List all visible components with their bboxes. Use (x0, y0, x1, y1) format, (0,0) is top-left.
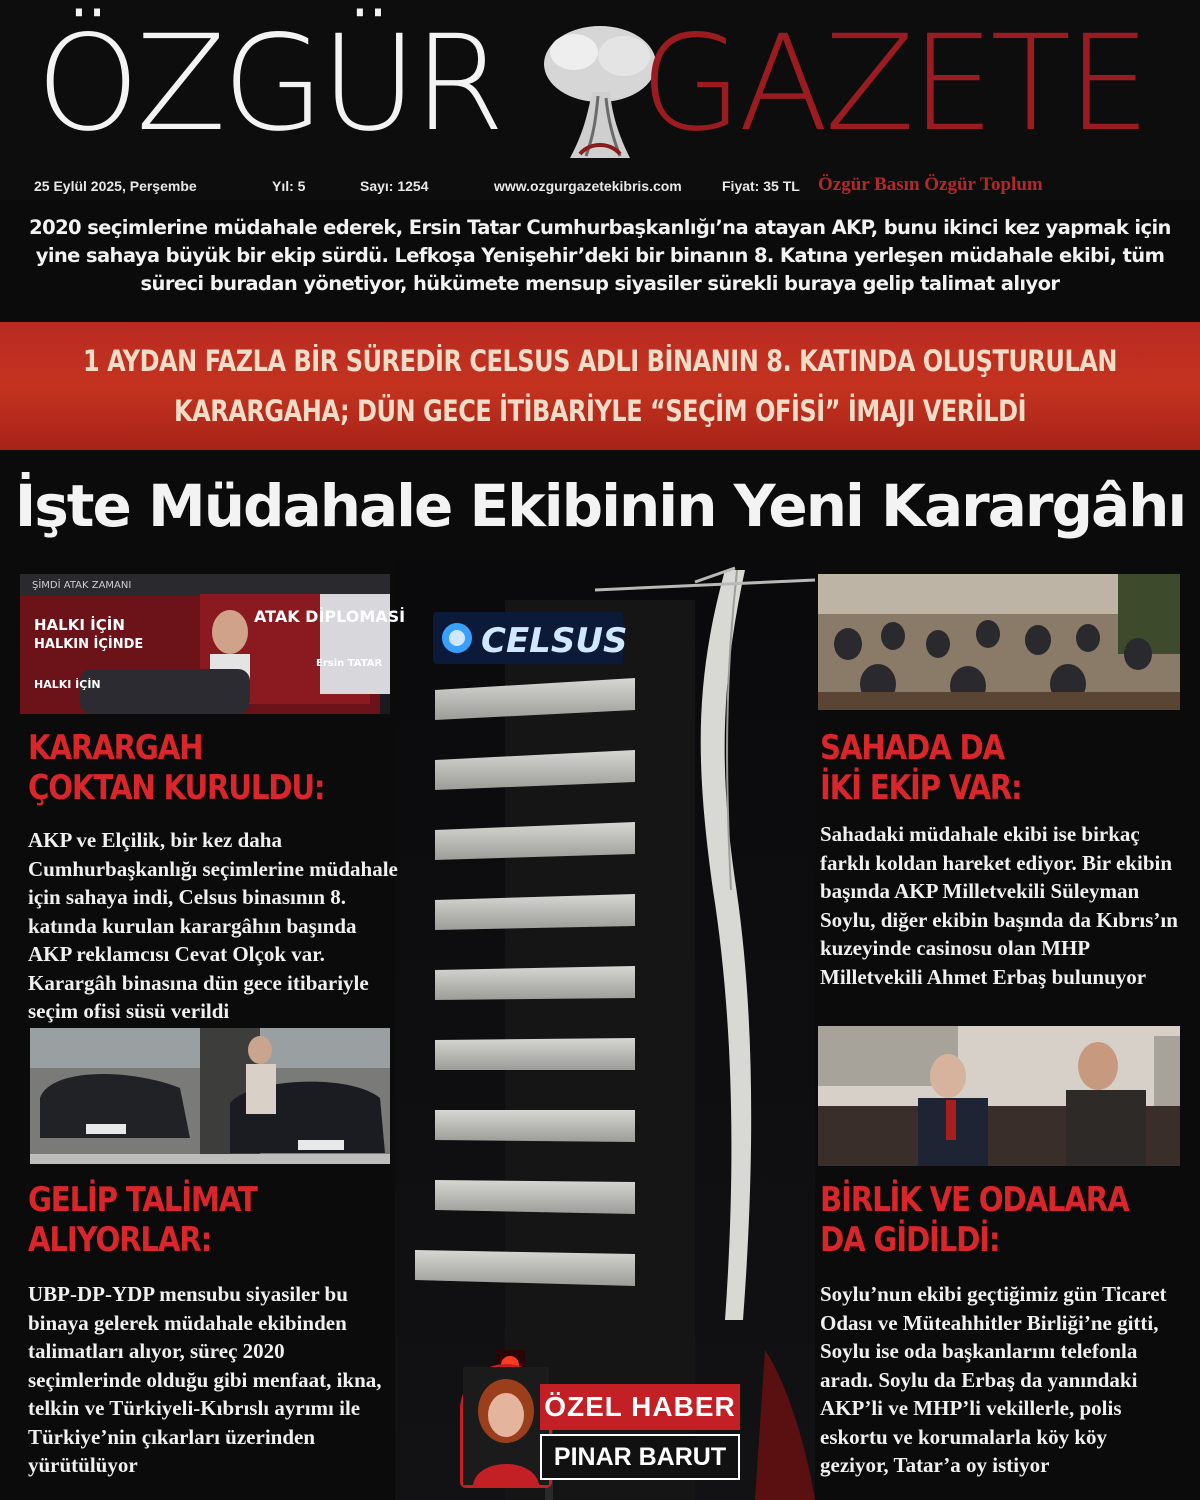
building-illustration (395, 560, 815, 1500)
main-headline: İşte Müdahale Ekibinin Yeni Karargâhı (14, 472, 1186, 540)
meeting-photo (818, 574, 1180, 710)
heading-line-2: İKİ EKİP VAR: (820, 768, 1022, 808)
heading-line-1: KARARGAH (28, 728, 203, 768)
byline (460, 1362, 750, 1490)
price: Fiyat: 35 TL (722, 178, 800, 194)
section-body-sahada: Sahadaki müdahale ekibi ise birkaç farklı koldan hareket ediyor. Bir ekibin başında AKP Milletvekili Süleyman Soylu, diğer ekibin başında da Kıbrıs’ın kuzeyinde casinosu olan MHP Milletvekili Ahmet Erbaş bulunuyor (820, 822, 1178, 989)
logo-gazete: GAZETE (640, 7, 1147, 161)
poster-text-2: HALKI İÇİN (34, 616, 125, 634)
poster-text-6: Ersin TATAR (316, 658, 383, 669)
poster-text-4: HALKI İÇİN (34, 678, 101, 691)
heading-line-2: ÇOKTAN KURULDU: (28, 768, 325, 808)
author-name: PINAR BARUT (540, 1434, 740, 1480)
section-body-talimat: UBP-DP-YDP mensubu siyasiler bu binaya gelerek müdahale ekibinden talimatları alıyor, süreç 2020 seçimlerinde olduğu gibi menfaat, ikna, telkin ve Türkiyeli-Kıbrıslı ayrımı ile Türkiye’nin çıkarları üzerinden yürütülüyor (28, 1282, 382, 1477)
section-body-birlik: Soylu’nun ekibi geçtiğimiz gün Ticaret Odası ve Müteahhitler Birliği’ne gitti, Soylu ise oda başkanlarını telefonla aradı. Soylu da Erbaş da yanındaki AKP’li ve MHP’li vekillerle, polis eskortu ve korumalarla köy köy geziyor, Tatar’a oy istiyor (820, 1282, 1167, 1477)
exclusive-news-badge: ÖZEL HABER (540, 1384, 740, 1430)
masthead (0, 0, 1200, 200)
section-heading-karargah (28, 728, 355, 808)
issue-date: 25 Eylül 2025, Perşembe (34, 178, 197, 194)
website-link[interactable]: www.ozgurgazetekibris.com (494, 178, 682, 194)
heading-line-2: DA GİDİLDİ: (820, 1220, 1000, 1260)
issue-year: Yıl: 5 (272, 178, 306, 194)
section-heading-sahada (820, 728, 1138, 808)
poster-text-5: ATAK DİPLOMASİ (254, 607, 406, 626)
section-body-karargah: AKP ve Elçilik, bir kez daha Cumhurbaşkanlığı seçimlerine müdahale için sahaya indi, Celsus binasının 8. katında kurulan karargâhın başında AKP reklamcısı Cevat Olçok var. Karargâh binasına dün gece itibariyle seçim ofisi süsü verildi (28, 828, 398, 1023)
campaign-poster-photo (20, 574, 406, 714)
banner-text (66, 336, 1133, 436)
heading-line-1: GELİP TALİMAT (28, 1180, 257, 1220)
heading-line-1: SAHADA DA (820, 728, 1004, 768)
lead-paragraph: 2020 seçimlerine müdahale ederek, Ersin Tatar Cumhurbaşkanlığı’na atayan AKP, bunu ikinci kez yapmak için yine sahaya büyük bir ekip sürdü. Lefkoşa Yenişehir’deki bir binanın 8. Katına yerleşen müdahale ekibi, tüm süreci buradan yönetiyor, hükümete mensup siyasiler sürekli buraya gelip talimat alıyor (29, 216, 1171, 295)
banner-line-2: KARARGAHA; DÜN GECE İTİBARİYLE “SEÇİM OFİSİ” İMAJI VERİLDİ (173, 394, 1027, 428)
spot-banner (0, 322, 1200, 450)
cars-photo (30, 1028, 390, 1164)
issue-number: Sayı: 1254 (360, 178, 429, 194)
author-avatar (460, 1364, 552, 1488)
poster-text-3: HALKIN İÇİNDE (34, 637, 144, 652)
poster-text-1: ŞİMDİ ATAK ZAMANI (32, 580, 132, 591)
building-photo (395, 560, 815, 1500)
building-floor-slabs (415, 678, 635, 1286)
banner-line-1: 1 AYDAN FAZLA BİR SÜREDİR CELSUS ADLI BİNANIN 8. KATINDA OLUŞTURULAN (82, 344, 1118, 378)
building-sign-text: CELSUS (481, 621, 628, 661)
logo-ozgur: ÖZGÜR (36, 7, 501, 161)
heading-line-1: BİRLİK VE ODALARA (820, 1180, 1129, 1220)
slogan: Özgür Basın Özgür Toplum (818, 174, 1043, 195)
tatar-meeting-photo (818, 1026, 1180, 1166)
heading-line-2: ALIYORLAR: (28, 1220, 212, 1260)
section-heading-talimat (28, 1180, 355, 1260)
section-heading-birlik (820, 1180, 1147, 1260)
